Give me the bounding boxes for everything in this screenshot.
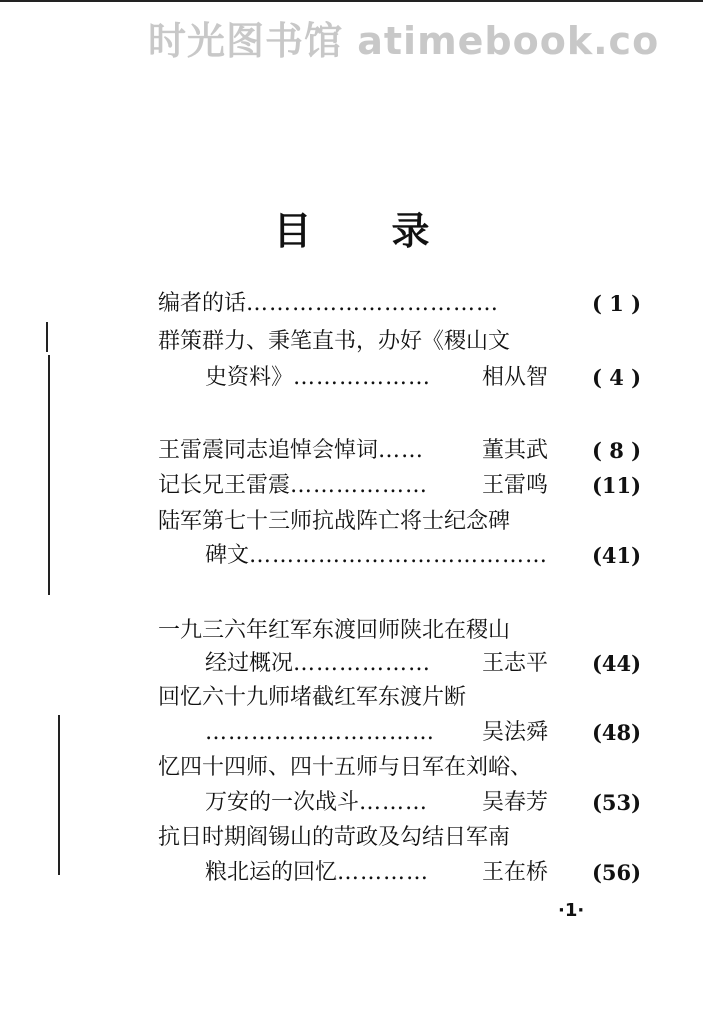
toc-author: 王志平 (482, 651, 549, 676)
toc-entry-title: 一九三六年红军东渡回师陕北在稷山 (158, 618, 511, 643)
toc-author: 吴法舜 (482, 720, 549, 745)
toc-entry-title: 王雷震同志追悼会悼词…… (158, 438, 425, 463)
page-title: 目录 (273, 208, 510, 253)
toc-page-number: (48) (592, 720, 642, 745)
watermark: 时光图书馆 atimebook.co (148, 19, 660, 63)
toc-entry-continuation: 粮北运的回忆………… (205, 860, 430, 885)
toc-entry-continuation: ………………………… (205, 720, 435, 745)
toc-entry-continuation: 经过概况……………… (205, 651, 432, 676)
toc-page-number: ( 8 ) (592, 438, 642, 463)
toc-entry-continuation: 史资料》……………… (205, 365, 432, 390)
toc-entry-title: 回忆六十九师堵截红军东渡片断 (158, 685, 467, 710)
toc-author: 王在桥 (482, 860, 549, 885)
toc-page-number: (53) (592, 790, 642, 815)
toc-entry-title: 抗日时期阎锡山的苛政及勾结日军南 (158, 825, 511, 850)
toc-entry-title: 群策群力、秉笔直书，办好《稷山文 (158, 329, 511, 354)
toc-author: 相从智 (482, 365, 549, 390)
toc-page-number: (41) (592, 543, 642, 568)
toc-entry-continuation: 万安的一次战斗……… (205, 790, 429, 815)
toc-page-number: (56) (592, 860, 642, 885)
toc-entry-title: 记长兄王雷震……………… (158, 473, 429, 498)
toc-page-number: (44) (592, 651, 642, 676)
toc-author: 董其武 (482, 438, 549, 463)
toc-author: 吴春芳 (482, 790, 549, 815)
toc-page-number: (11) (592, 473, 642, 498)
toc-entry-title: 忆四十四师、四十五师与日军在刘峪、 (158, 755, 533, 780)
toc-page-number: ( 1 ) (592, 291, 642, 316)
toc-entry-title: 编者的话…………………………… (158, 291, 500, 316)
toc-author: 王雷鸣 (482, 473, 549, 498)
toc-entry-title: 陆军第七十三师抗战阵亡将士纪念碑 (158, 509, 511, 534)
toc-page-number: ( 4 ) (592, 365, 642, 390)
page-folio: ·1· (558, 900, 585, 921)
toc-entry-continuation: 碑文………………………………… (205, 543, 549, 568)
